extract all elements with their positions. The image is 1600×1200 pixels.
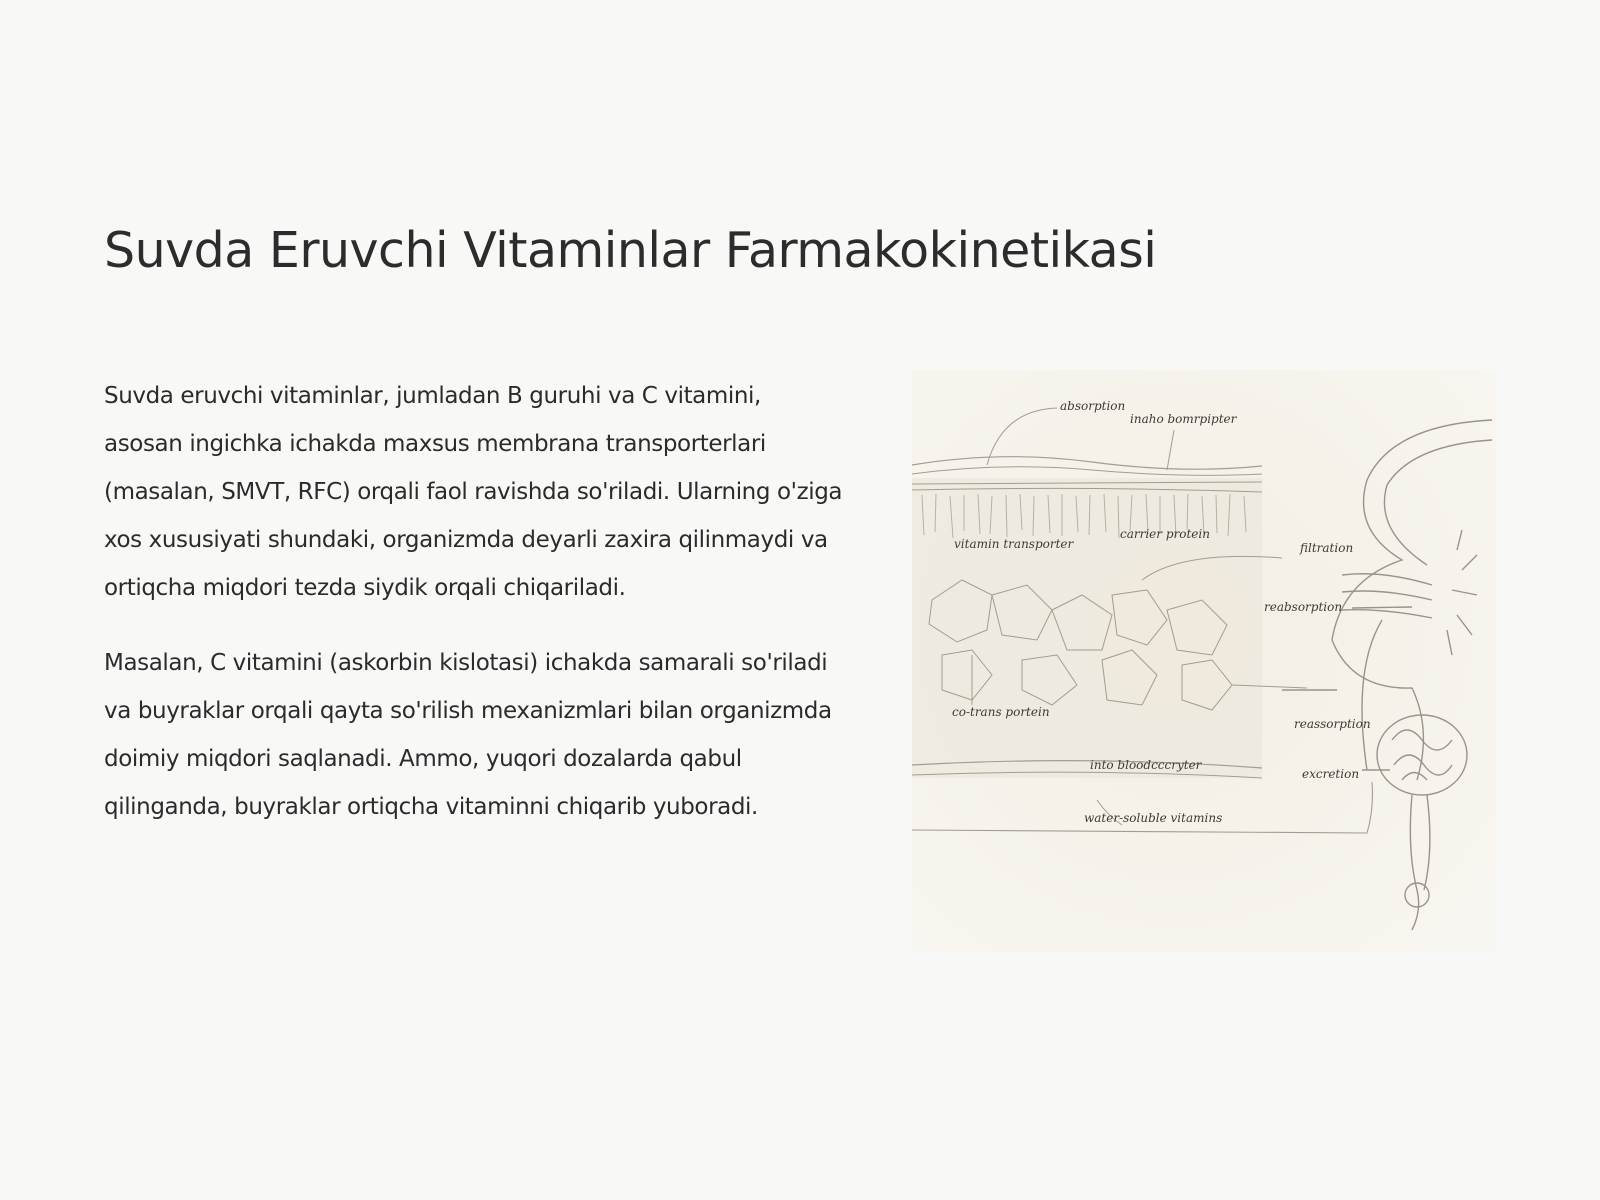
label-excretion: excretion — [1302, 767, 1360, 781]
label-co-trans: co-trans portein — [952, 705, 1050, 719]
label-reassorption: reassorption — [1294, 717, 1371, 731]
label-reabsorption: reabsorption — [1264, 600, 1343, 614]
body-text — [104, 372, 844, 858]
label-inaho: inaho bomrpipter — [1130, 412, 1237, 426]
label-absorption: absorption — [1060, 399, 1126, 413]
label-into-blood: into bloodcccryter — [1090, 758, 1202, 772]
label-carrier-protein: carrier protein — [1120, 527, 1210, 541]
absorption-kidney-illustration — [912, 370, 1496, 952]
paragraph-vitamin-c: Masalan, C vitamini (askorbin kislotasi) ichakda samarali so'riladi va buyraklar orqali qayta so'rilish mexanizmlari bilan organizmda doimiy miqdori saqlanadi. Ammo, yuqori dozalarda qabul qilinganda, buyraklar ortiqcha vitaminni chiqarib yuboradi. — [104, 650, 832, 820]
label-vitamin-transporter: vitamin transporter — [954, 537, 1074, 551]
paragraph-absorption: Suvda eruvchi vitaminlar, jumladan B guruhi va C vitamini, asosan ingichka ichakda maxsus membrana transporterlari (masalan, SMVT, RFC) orqali faol ravishda so'riladi. Ularning o'ziga xos xususiyati shundaki, organizmda deyarli zaxira qilinmaydi va ortiqcha miqdori tezda siydik orqali chiqariladi. — [104, 383, 843, 601]
illustration-drawing — [912, 370, 1496, 952]
label-filtration: filtration — [1300, 541, 1354, 555]
label-water-soluble: water-soluble vitamins — [1084, 811, 1223, 825]
slide-title: Suvda Eruvchi Vitaminlar Farmakokinetikasi — [104, 222, 1157, 279]
